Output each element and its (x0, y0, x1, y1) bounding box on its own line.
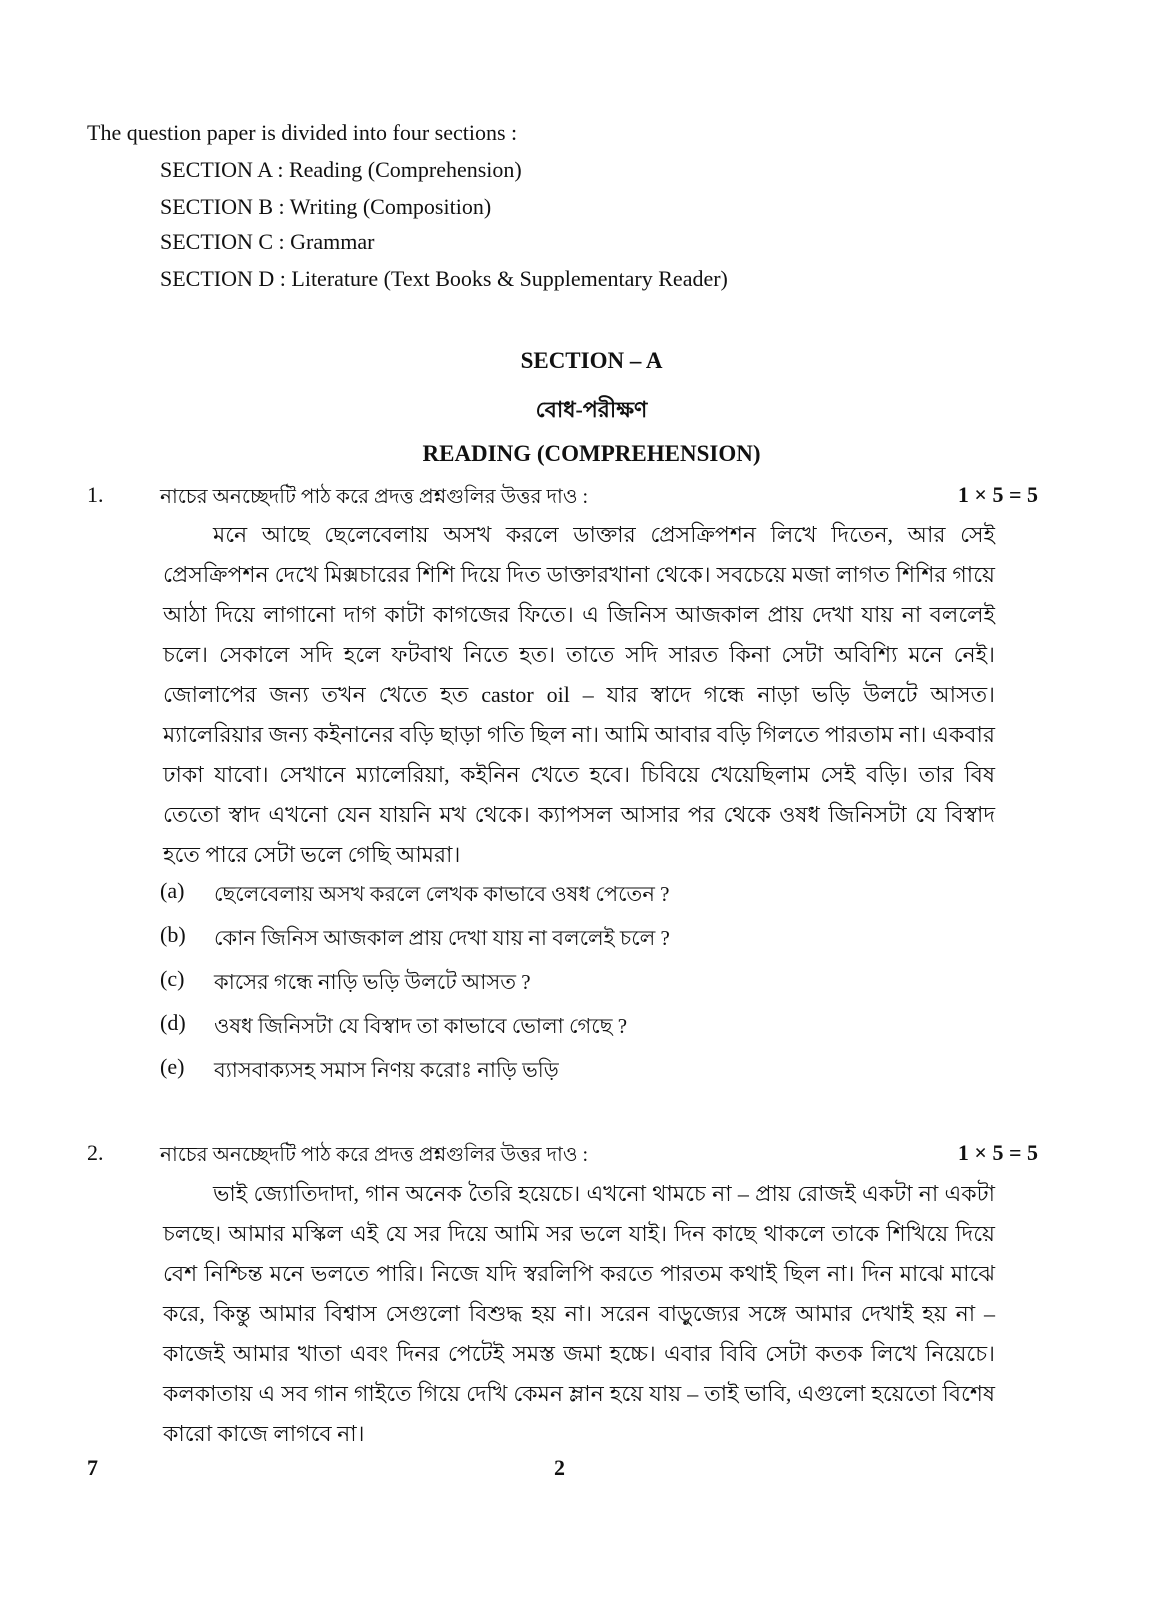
subquestion-label: (b) (160, 922, 186, 947)
comprehension-passage: ভাই জ্যোতিদাদা, গান অনেক তৈরি হয়েচে। এখনো থামচে না – প্রায় রোজই একটা না একটা চলছে। আমার মস্কিল এই যে সর দিয়ে আমি সর ভলে যাই। দিন কাছে থাকলে তাকে শিখিয়ে দিয়ে বেশ নিশ্চিন্ত মনে ভলতে পারি। নিজে যদি স্বরলিপি করতে পারতম কথাই ছিল না। দিন মাঝে মাঝে করে, কিন্তু আমার বিশ্বাস সেগুলো বিশুদ্ধ হয় না। সরেন বাড়ুজ্যের সঙ্গে আমার দেখাই হয় না – কাজেই আমার খাতা এবং দিনর পেটেই সমস্ত জমা হচ্চে। এবার বিবি সেটা কতক লিখে নিয়েচে। কলকাতায় এ সব গান গাইতে গিয়ে দেখি কেমন ম্লান হয়ে যায় – তাই ভাবি, এগুলো হয়েতো বিশেষ কারো কাজে লাগবে না। (163, 1181, 995, 1446)
comprehension-passage: মনে আছে ছেলেবেলায় অসখ করলে ডাক্তার প্রেসক্রিপশন লিখে দিতেন, আর সেই প্রেসক্রিপশন দেখে মিক্সচারের শিশি দিয়ে দিত ডাক্তারখানা থেকে। সবচেয়ে মজা লাগত শিশির গায়ে আঠা দিয়ে লাগানো দাগ কাটা কাগজের ফিতে। এ জিনিস আজকাল প্রায় দেখা যায় না বললেই চলে। সেকালে সদি হলে ফটবাথ নিতে হত। তাতে সদি সারত কিনা সেটা অবিশ্যি মনে নেই। জোলাপের জন্য তখন খেতে হত castor oil – যার স্বাদে গন্ধে নাড়া ভড়ি উলটে আসত। ম্যালেরিয়ার জন্য কইনানের বড়ি ছাড়া গতি ছিল না। আমি আবার বড়ি গিলতে পারতাম না। একবার ঢাকা যাবো। সেখানে ম্যালেরিয়া, কইনিন খেতে হবে। চিবিয়ে খেয়েছিলাম সেই বড়ি। তার বিষ তেতো স্বাদ এখনো যেন যায়নি মখ থেকে। ক্যাপসল আসার পর থেকে ওষধ জিনিসটা যে বিস্বাদ হতে পারে সেটা ভলে গেছি আমরা। (163, 522, 995, 867)
subquestion-text: কাসের গন্ধে নাড়ি ভড়ি উলটে আসত ? (214, 970, 531, 994)
subquestion-label: (d) (160, 1010, 186, 1035)
subquestion-text: ব্যাসবাক্যসহ সমাস নিণয় করোঃ নাড়ি ভড়ি (214, 1058, 559, 1082)
section-title: SECTION – A (520, 348, 663, 373)
subquestion-text: কোন জিনিস আজকাল প্রায় দেখা যায় না বললেই চলে ? (214, 926, 670, 950)
question-number: 2. (87, 1140, 104, 1165)
section-list-item: SECTION B : Writing (Composition) (160, 194, 492, 219)
intro-text: The question paper is divided into four sections : (87, 120, 518, 145)
subquestion-label: (a) (160, 878, 185, 903)
subquestion-text: ছেলেবেলায় অসখ করলে লেখক কাভাবে ওষধ পেতেন ? (214, 882, 670, 906)
question-number: 1. (87, 482, 104, 507)
question-instruction: নাচের অনচ্ছেদটি পাঠ করে প্রদত্ত প্রশ্নগুলির উত্তর দাও : (160, 1144, 589, 1166)
section-subtitle: READING (COMPREHENSION) (422, 441, 761, 466)
subquestion-label: (e) (160, 1054, 185, 1079)
section-bengali-title: বোধ-পরীক্ষণ (535, 397, 648, 422)
section-list-item: SECTION A : Reading (Comprehension) (160, 157, 522, 182)
section-list-item: SECTION C : Grammar (160, 229, 375, 254)
subquestion-text: ওষধ জিনিসটা যে বিস্বাদ তা কাভাবে ভোলা গেছে ? (214, 1014, 628, 1038)
section-list-item: SECTION D : Literature (Text Books & Supplementary Reader) (160, 266, 728, 291)
paper-code: 7 (87, 1455, 98, 1480)
question-instruction: নাচের অনচ্ছেদটি পাঠ করে প্রদত্ত প্রশ্নগুলির উত্তর দাও : (160, 486, 589, 508)
question-marks: 1 × 5 = 5 (957, 482, 1038, 507)
page-number: 2 (554, 1455, 565, 1480)
question-marks: 1 × 5 = 5 (957, 1140, 1038, 1165)
subquestion-label: (c) (160, 966, 185, 991)
